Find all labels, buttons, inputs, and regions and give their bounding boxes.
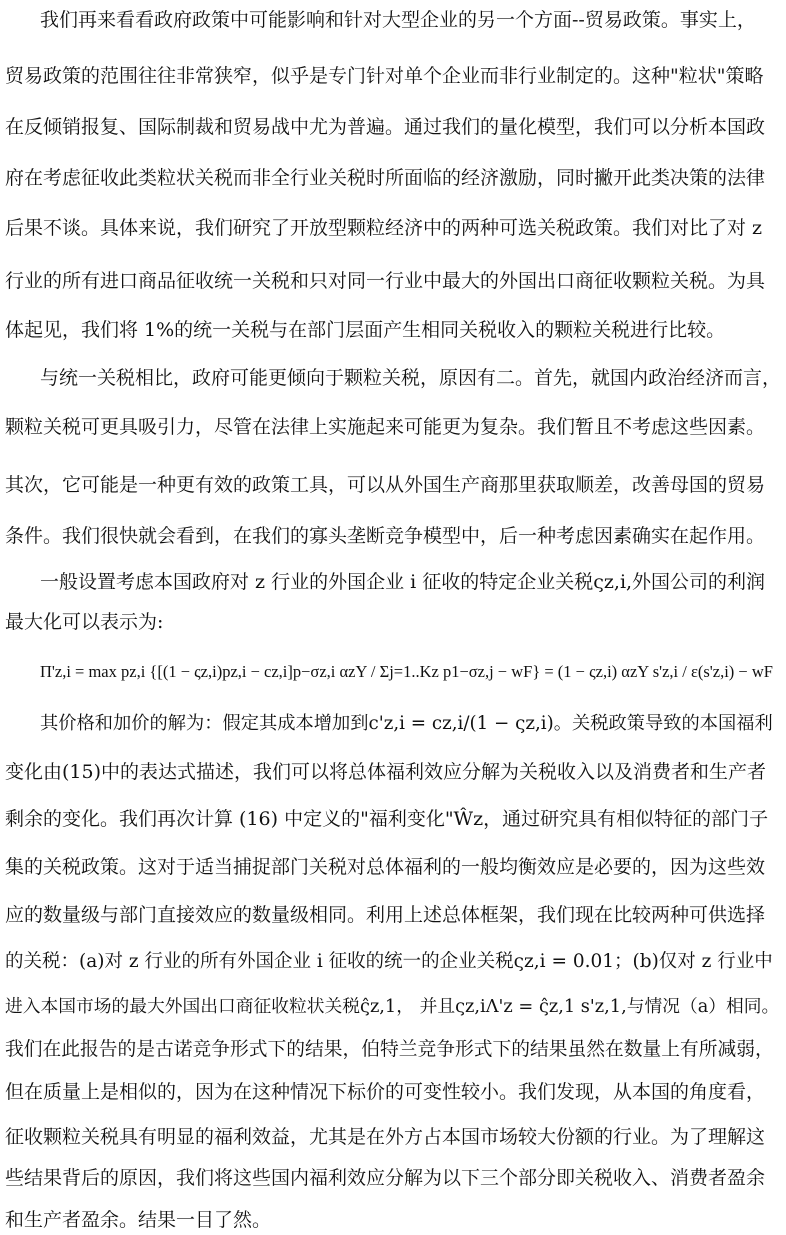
paragraph-line: 集的关税政策。这对于适当捕捉部门关税对总体福利的一般均衡效应是必要的，因为这些效: [5, 856, 766, 878]
paragraph-line: 颗粒关税可更具吸引力，尽管在法律上实施起来可能更为复杂。我们暂且不考虑这些因素。: [5, 416, 766, 438]
paragraph-line: 体起见，我们将 1%的统一关税与在部门层面产生相同关税收入的颗粒关税进行比较。: [5, 319, 726, 341]
paragraph-line: 征收颗粒关税具有明显的福利效益，尤其是在外方占本国市场较大份额的行业。为了理解这: [5, 1126, 766, 1148]
paragraph-line: 条件。我们很快就会看到，在我们的寡头垄断竞争模型中，后一种考虑因素确实在起作用。: [5, 525, 766, 547]
paragraph-line: 我们在此报告的是古诺竞争形式下的结果，伯特兰竞争形式下的结果虽然在数量上有所减弱，: [5, 1039, 774, 1060]
paragraph-line: 变化由(15)中的表达式描述，我们可以将总体福利效应分解为关税收入以及消费者和生产者: [5, 761, 767, 783]
paragraph-line: 在反倾销报复、国际制裁和贸易战中尤为普遍。通过我们的量化模型，我们可以分析本国政: [5, 116, 766, 138]
paragraph-line: 但在质量上是相似的，因为在这种情况下标价的可变性较小。我们发现，从本国的角度看，: [5, 1081, 766, 1103]
paragraph-line: 些结果背后的原因，我们将这些国内福利效应分解为以下三个部分即关税收入、消费者盈余: [5, 1167, 766, 1189]
paragraph-line: 行业的所有进口商品征收统一关税和只对同一行业中最大的外国出口商征收颗粒关税。为具: [5, 270, 766, 292]
paragraph-line: 的关税：(a)对 z 行业的所有外国企业 i 征收的统一的企业关税ςz,i = 0.01；(b)仅对 z 行业中: [5, 951, 773, 972]
paragraph-line: 府在考虑征收此类粒状关税而非全行业关税时所面临的经济激励，同时撇开此类决策的法律: [5, 167, 766, 189]
paragraph-line: 其价格和加价的解为：假定其成本增加到c'z,i = cz,i/(1 − ςz,i)。关税政策导致的本国福利: [40, 713, 773, 734]
paragraph-line: 最大化可以表示为:: [5, 611, 164, 633]
paragraph-line: 后果不谈。具体来说，我们研究了开放型颗粒经济中的两种可选关税政策。我们对比了对 z: [5, 217, 763, 239]
paragraph-line: 一般设置考虑本国政府对 z 行业的外国企业 i 征收的特定企业关税ςz,i,外国公司的利润: [40, 571, 766, 593]
profit-maximization-formula: Π'z,i = max pz,i {[(1 − ςz,i)pz,i − cz,i]p−σz,i αzY / Σj=1..Kz p1−σz,j − wF} = (1 − ςz,i) αzY s'z,i / ε(s'z,i) − wF: [40, 662, 773, 681]
paragraph-line: 剩余的变化。我们再次计算 (16) 中定义的"福利变化"Ŵz，通过研究具有相似特征的部门子: [5, 808, 769, 830]
paragraph-line: 与统一关税相比，政府可能更倾向于颗粒关税，原因有二。首先，就国内政治经济而言，: [40, 367, 782, 389]
paragraph-line: 应的数量级与部门直接效应的数量级相同。利用上述总体框架，我们现在比较两种可供选择: [5, 904, 766, 926]
paragraph-line: 进入本国市场的最大外国出口商征收粒状关税ς̂z,1， 并且ςz,iΛ'z = ς̂z,1 s'z,1,与情况（a）相同。: [5, 997, 780, 1017]
paragraph-line: 我们再来看看政府政策中可能影响和针对大型企业的另一个方面--贸易政策。事实上，: [40, 9, 756, 31]
paragraph-line: 其次，它可能是一种更有效的政策工具，可以从外国生产商那里获取顺差，改善母国的贸易: [5, 474, 766, 496]
paragraph-line: 贸易政策的范围往往非常狭窄，似乎是专门针对单个企业而非行业制定的。这种"粒状"策略: [5, 65, 764, 87]
paragraph-line: 和生产者盈余。结果一目了然。: [5, 1209, 272, 1231]
